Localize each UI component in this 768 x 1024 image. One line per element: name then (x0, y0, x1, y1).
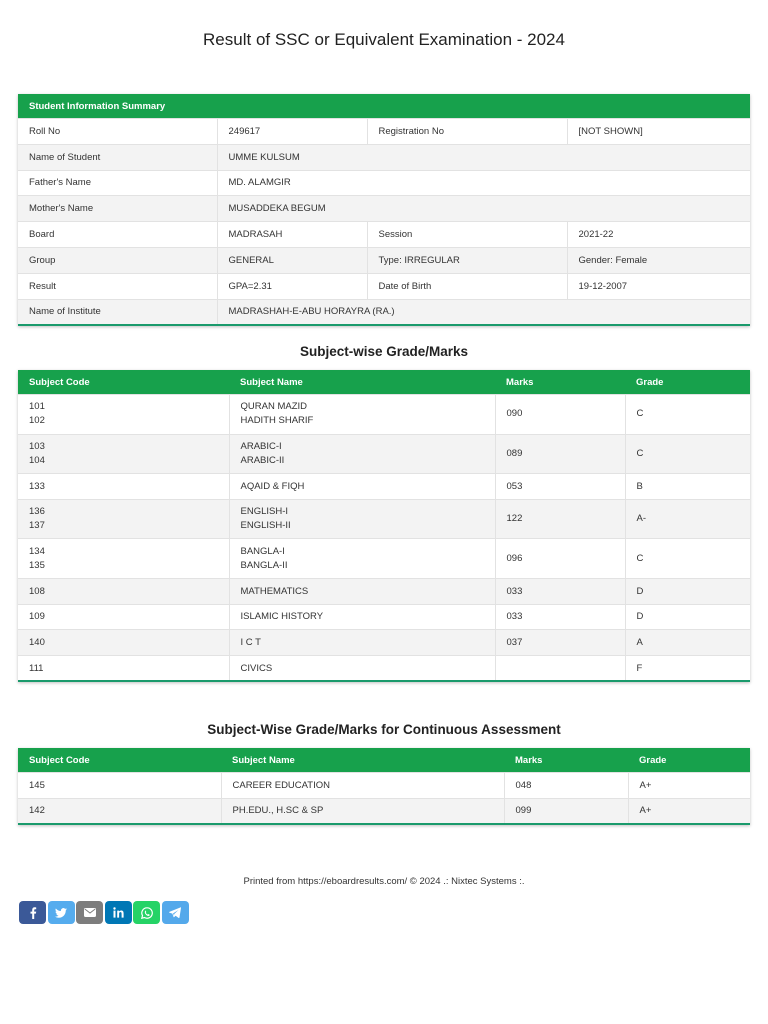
marks-row (18, 630, 750, 656)
subject-code: 108 (29, 585, 45, 597)
subject-name-cell (229, 434, 495, 474)
ca-header-name: Subject Name (221, 748, 504, 773)
marks-row (18, 578, 750, 604)
subject-name-cell (229, 539, 495, 579)
ca-header-marks: Marks (504, 748, 628, 773)
student-name-label: Name of Student (18, 144, 217, 170)
subject-code: 135 (29, 559, 45, 571)
student-info-table (18, 94, 750, 324)
group-value: GENERAL (217, 247, 367, 273)
subject-code: 111 (29, 662, 44, 674)
subject-name-cell (229, 630, 495, 656)
registration-value: [NOT SHOWN] (567, 119, 750, 145)
subject-name: I C T (240, 636, 261, 648)
subject-name: ARABIC-I (240, 440, 282, 452)
father-name-label: Father's Name (18, 170, 217, 196)
subject-code-cell (18, 655, 229, 680)
telegram-share-button[interactable] (162, 901, 189, 924)
marks-row (18, 539, 750, 579)
gender-value: Gender: Female (567, 247, 750, 273)
result-value: GPA=2.31 (217, 273, 367, 299)
subject-grade: D (625, 578, 750, 604)
whatsapp-share-button[interactable] (133, 901, 160, 924)
type-value: Type: IRREGULAR (367, 247, 567, 273)
ca-header-code: Subject Code (18, 748, 221, 773)
subject-code-cell (18, 395, 229, 435)
marks-card (18, 370, 750, 682)
ca-subject-name: PH.EDU., H.SC & SP (221, 798, 504, 823)
whatsapp-icon (141, 907, 153, 919)
marks-row (18, 604, 750, 630)
ca-row (18, 773, 750, 799)
marks-row (18, 395, 750, 435)
student-name-value: UMME KULSUM (217, 144, 750, 170)
dob-label: Date of Birth (367, 273, 567, 299)
subject-code: 134 (29, 545, 45, 557)
subject-code: 133 (29, 480, 45, 492)
subject-name-cell (229, 474, 495, 500)
ca-table (18, 748, 750, 823)
linkedin-icon (113, 907, 124, 918)
marks-row (18, 655, 750, 680)
subject-marks: 033 (495, 578, 625, 604)
registration-label: Registration No (367, 119, 567, 145)
marks-row (18, 434, 750, 474)
board-value: MADRASAH (217, 222, 367, 248)
marks-row (18, 499, 750, 539)
subject-name-cell (229, 578, 495, 604)
subject-marks (495, 655, 625, 680)
group-label: Group (18, 247, 217, 273)
subject-code: 140 (29, 636, 45, 648)
subject-name-cell (229, 604, 495, 630)
ca-subject-name: CAREER EDUCATION (221, 773, 504, 799)
facebook-share-button[interactable] (19, 901, 46, 924)
subject-name: HADITH SHARIF (240, 415, 314, 427)
ca-row (18, 798, 750, 823)
linkedin-share-button[interactable] (105, 901, 132, 924)
subject-marks: 089 (495, 434, 625, 474)
subject-name: MATHEMATICS (240, 585, 309, 597)
subject-marks: 096 (495, 539, 625, 579)
subject-name-cell (229, 395, 495, 435)
email-icon (84, 908, 96, 917)
marks-header-marks: Marks (495, 370, 625, 395)
subject-code: 136 (29, 506, 45, 518)
subject-code: 102 (29, 415, 45, 427)
footer-text: Printed from https://eboardresults.com/ © 2024 .: Nixtec Systems :. (243, 876, 525, 887)
facebook-icon (29, 907, 37, 919)
subject-name-cell (229, 655, 495, 680)
subject-code-cell (18, 630, 229, 656)
subject-grade: A- (625, 499, 750, 539)
dob-value: 19-12-2007 (567, 273, 750, 299)
marks-table (18, 370, 750, 680)
subject-marks: 053 (495, 474, 625, 500)
subject-grade: D (625, 604, 750, 630)
result-label: Result (18, 273, 217, 299)
ca-header-grade: Grade (628, 748, 750, 773)
father-name-value: MD. ALAMGIR (217, 170, 750, 196)
ca-subject-marks: 099 (504, 798, 628, 823)
ca-subject-grade: A+ (628, 798, 750, 823)
twitter-icon (55, 908, 67, 918)
marks-header-grade: Grade (625, 370, 750, 395)
subject-name: CIVICS (240, 662, 273, 674)
email-share-button[interactable] (76, 901, 103, 924)
subject-code-cell (18, 604, 229, 630)
subject-grade: F (625, 655, 750, 680)
twitter-share-button[interactable] (48, 901, 75, 924)
subject-name: BANGLA-I (240, 545, 285, 557)
ca-subject-marks: 048 (504, 773, 628, 799)
subject-name: ENGLISH-I (240, 506, 289, 518)
subject-grade: B (625, 474, 750, 500)
marks-header-name: Subject Name (229, 370, 495, 395)
subject-code: 101 (29, 401, 45, 413)
subject-grade: C (625, 434, 750, 474)
subject-marks: 122 (495, 499, 625, 539)
subject-name: QURAN MAZID (240, 401, 307, 413)
session-label: Session (367, 222, 567, 248)
subject-code-cell (18, 539, 229, 579)
roll-value: 249617 (217, 119, 367, 145)
marks-section-title: Subject-wise Grade/Marks (299, 344, 469, 359)
institute-label: Name of Institute (18, 299, 217, 324)
subject-marks: 037 (495, 630, 625, 656)
subject-code: 104 (29, 454, 45, 466)
institute-value: MADRASHAH-E-ABU HORAYRA (RA.) (217, 299, 750, 324)
subject-name: ARABIC-II (240, 454, 285, 466)
marks-row (18, 474, 750, 500)
mother-name-value: MUSADDEKA BEGUM (217, 196, 750, 222)
ca-subject-code: 145 (18, 773, 221, 799)
ca-subject-code: 142 (18, 798, 221, 823)
student-info-card (18, 94, 750, 326)
ca-subject-grade: A+ (628, 773, 750, 799)
subject-name: ISLAMIC HISTORY (240, 611, 324, 623)
subject-code-cell (18, 578, 229, 604)
ca-card (18, 748, 750, 825)
subject-name: ENGLISH-II (240, 520, 291, 532)
subject-code-cell (18, 474, 229, 500)
telegram-icon (169, 907, 181, 918)
subject-code: 103 (29, 440, 45, 452)
mother-name-label: Mother's Name (18, 196, 217, 222)
marks-header-code: Subject Code (18, 370, 229, 395)
subject-code-cell (18, 499, 229, 539)
roll-label: Roll No (18, 119, 217, 145)
subject-marks: 033 (495, 604, 625, 630)
share-bar (19, 901, 189, 924)
page-title: Result of SSC or Equivalent Examination - 2024 (203, 30, 565, 49)
ca-section-title: Subject-Wise Grade/Marks for Continuous Assessment (207, 722, 561, 737)
student-info-header: Student Information Summary (18, 94, 750, 119)
subject-name: AQAID & FIQH (240, 480, 305, 492)
session-value: 2021-22 (567, 222, 750, 248)
subject-name-cell (229, 499, 495, 539)
subject-grade: C (625, 539, 750, 579)
subject-code: 137 (29, 520, 45, 532)
subject-code: 109 (29, 611, 45, 623)
subject-grade: C (625, 395, 750, 435)
subject-grade: A (625, 630, 750, 656)
board-label: Board (18, 222, 217, 248)
subject-code-cell (18, 434, 229, 474)
subject-name: BANGLA-II (240, 559, 288, 571)
subject-marks: 090 (495, 395, 625, 435)
